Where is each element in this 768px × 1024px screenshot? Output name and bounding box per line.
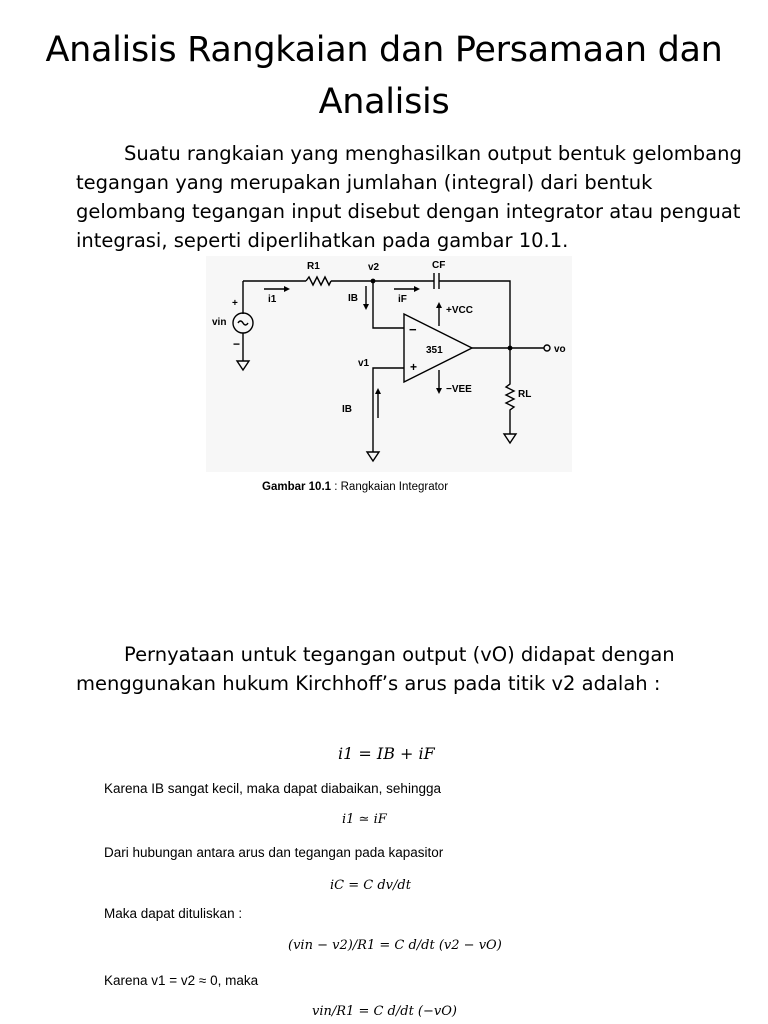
label-source-plus: + bbox=[232, 298, 238, 309]
label-chip: 351 bbox=[426, 345, 443, 356]
figure-caption-text: : Rangkaian Integrator bbox=[331, 481, 449, 493]
label-r1: R1 bbox=[307, 261, 320, 272]
equation-3: iC = C dv/dt bbox=[330, 878, 411, 893]
page-title: Analisis Rangkaian dan Persamaan dan Analisis bbox=[45, 30, 723, 122]
equation-5: vin/R1 = C d/dt (−vO) bbox=[312, 1004, 457, 1019]
integrator-circuit-diagram bbox=[206, 256, 572, 472]
label-if: iF bbox=[398, 294, 407, 305]
label-vee: −VEE bbox=[446, 384, 472, 395]
kirchhoff-paragraph-text: Pernyataan untuk tegangan output (vO) didapat dengan menggunakan hukum Kirchhoff’s arus pada titik v2 adalah : bbox=[76, 643, 675, 695]
label-noninv-plus: + bbox=[410, 360, 418, 374]
diagram-background bbox=[206, 256, 572, 472]
text-capacitor-relation: Dari hubungan antara arus dan tegangan pada kapasitor bbox=[104, 845, 444, 860]
text-maka-dapat: Maka dapat dituliskan : bbox=[104, 906, 243, 921]
node-output-dot bbox=[508, 346, 513, 351]
equation-2: i1 ≃ iF bbox=[342, 812, 387, 827]
label-inv-minus: − bbox=[409, 322, 417, 337]
figure-caption bbox=[262, 481, 448, 493]
label-i1: i1 bbox=[268, 294, 277, 305]
kirchhoff-paragraph bbox=[76, 640, 756, 698]
label-ib-bottom: IB bbox=[342, 404, 352, 415]
text-karena-v1-v2: Karena v1 = v2 ≈ 0, maka bbox=[104, 973, 259, 988]
node-v2-dot bbox=[371, 279, 376, 284]
label-v1: v1 bbox=[358, 358, 370, 369]
intro-paragraph bbox=[76, 139, 756, 255]
intro-paragraph-text: Suatu rangkaian yang menghasilkan output bentuk gelombang tegangan yang merupakan jumlahan (integral) dari bentuk gelombang tegangan input disebut dengan integrator atau penguat integrasi, seperti diperlihatkan pada gambar 10.1. bbox=[76, 142, 742, 252]
label-cf: CF bbox=[432, 260, 446, 271]
figure-caption-number: Gambar 10.1 bbox=[262, 481, 332, 493]
equation-4: (vin − v2)/R1 = C d/dt (v2 − vO) bbox=[288, 938, 502, 953]
equation-1: i1 = IB + iF bbox=[338, 744, 435, 763]
label-vcc: +VCC bbox=[446, 305, 473, 316]
label-vin: vin bbox=[212, 317, 227, 328]
label-ib-top: IB bbox=[348, 293, 358, 304]
label-vo: vo bbox=[554, 344, 566, 355]
text-ib-small: Karena IB sangat kecil, maka dapat diabaikan, sehingga bbox=[104, 781, 441, 796]
label-v2: v2 bbox=[368, 262, 380, 273]
label-source-minus: − bbox=[233, 337, 241, 351]
label-rl: RL bbox=[518, 389, 532, 400]
